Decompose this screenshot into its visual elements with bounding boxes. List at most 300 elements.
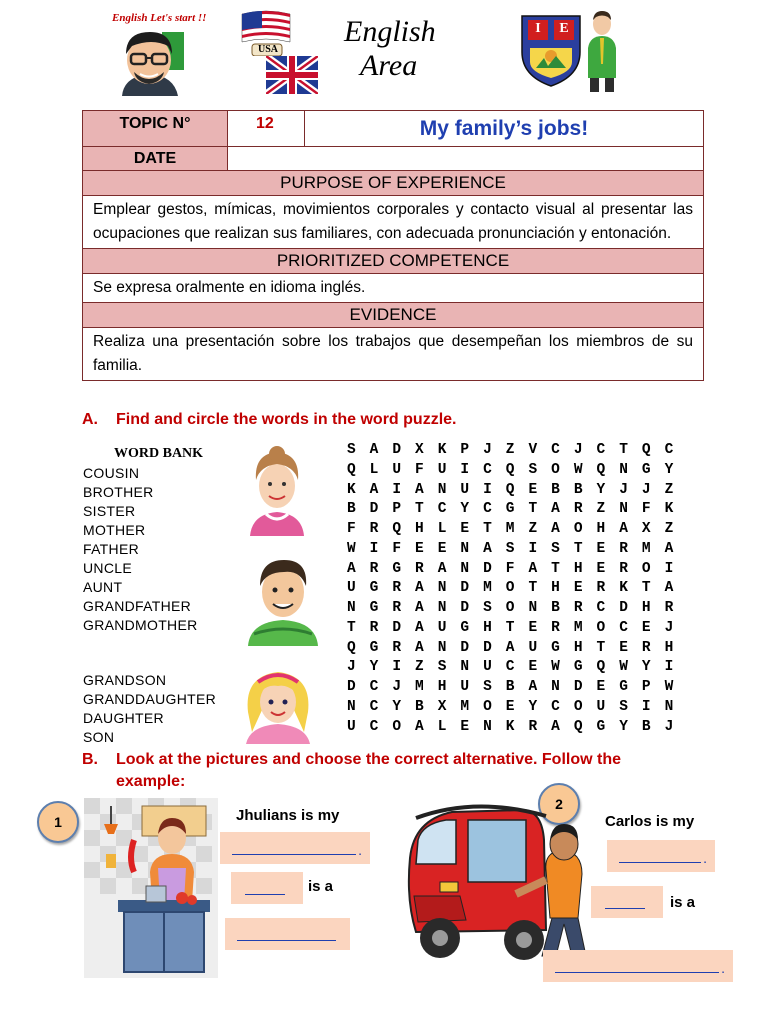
puzzle-letter[interactable]: O — [505, 580, 515, 597]
header-title-line1: English — [344, 15, 436, 48]
puzzle-letter[interactable]: K — [346, 481, 356, 498]
puzzle-letter[interactable]: K — [664, 501, 674, 518]
puzzle-letter[interactable]: Y — [664, 461, 674, 478]
exercise-1-connector: is a — [308, 878, 334, 895]
puzzle-letter[interactable]: B — [573, 481, 583, 498]
puzzle-letter[interactable]: A — [369, 481, 379, 498]
header-title-line2: Area — [360, 49, 418, 82]
puzzle-letter[interactable]: J — [392, 679, 402, 695]
puzzle-letter[interactable]: B — [415, 698, 424, 715]
puzzle-letter[interactable]: O — [392, 718, 402, 735]
puzzle-letter[interactable]: Y — [619, 718, 628, 735]
puzzle-letter[interactable]: A — [483, 540, 492, 557]
puzzle-letter[interactable]: Q — [346, 461, 356, 478]
puzzle-letter[interactable]: P — [392, 501, 402, 518]
puzzle-row — [340, 540, 680, 560]
word-bank-item: GRANDMOTHER — [83, 617, 198, 633]
puzzle-letter[interactable]: T — [641, 580, 651, 597]
puzzle-letter[interactable]: B — [551, 481, 560, 498]
puzzle-letter[interactable]: H — [483, 619, 492, 636]
word-bank-item: UNCLE — [83, 560, 132, 576]
puzzle-letter[interactable]: X — [641, 521, 651, 537]
puzzle-letter[interactable]: W — [664, 679, 674, 695]
puzzle-letter[interactable]: A — [415, 600, 424, 616]
puzzle-letter[interactable]: Q — [505, 481, 515, 498]
topic-number: 12 — [228, 111, 305, 147]
puzzle-letter[interactable]: C — [551, 442, 560, 458]
puzzle-letter[interactable]: U — [346, 580, 356, 597]
puzzle-letter[interactable]: S — [483, 679, 492, 695]
puzzle-row — [340, 481, 680, 501]
puzzle-letter[interactable]: E — [573, 580, 583, 597]
puzzle-letter[interactable]: K — [437, 442, 447, 458]
puzzle-letter[interactable]: R — [369, 560, 379, 577]
puzzle-letter[interactable]: R — [369, 521, 379, 537]
evidence-text: Realiza una presentación sobre los trabajos que desempeñan los miembros de su familia. — [83, 328, 704, 381]
puzzle-letter[interactable]: N — [619, 461, 628, 478]
puzzle-letter[interactable]: Z — [505, 442, 515, 458]
puzzle-row — [340, 718, 680, 738]
word-bank-item: BROTHER — [83, 484, 154, 500]
puzzle-row — [340, 639, 680, 659]
puzzle-letter[interactable]: N — [551, 679, 560, 695]
puzzle-letter[interactable]: H — [573, 560, 583, 577]
puzzle-letter[interactable]: F — [641, 501, 651, 518]
puzzle-letter[interactable]: S — [483, 600, 492, 616]
puzzle-row — [340, 599, 680, 619]
section-b-letter: B. — [82, 751, 98, 768]
puzzle-letter[interactable]: L — [437, 521, 447, 537]
puzzle-letter[interactable]: H — [573, 639, 583, 656]
exercise-2-connector: is a — [670, 894, 696, 911]
puzzle-letter[interactable]: C — [483, 501, 492, 518]
puzzle-letter[interactable]: M — [415, 679, 424, 695]
puzzle-letter[interactable]: G — [641, 461, 651, 478]
puzzle-letter[interactable]: D — [619, 600, 628, 616]
puzzle-letter[interactable]: M — [641, 540, 651, 557]
puzzle-letter[interactable]: H — [415, 521, 424, 537]
competence-text: Se expresa oralmente en idioma inglés. — [83, 274, 704, 303]
puzzle-letter[interactable]: A — [664, 580, 674, 597]
puzzle-letter[interactable]: E — [641, 619, 651, 636]
puzzle-letter[interactable]: V — [528, 442, 538, 458]
puzzle-letter[interactable]: Z — [664, 521, 674, 537]
puzzle-letter[interactable]: A — [664, 540, 674, 557]
puzzle-letter[interactable]: W — [346, 540, 356, 557]
puzzle-letter[interactable]: O — [483, 698, 492, 715]
puzzle-letter[interactable]: C — [596, 600, 606, 616]
puzzle-letter[interactable]: B — [551, 600, 560, 616]
puzzle-letter[interactable]: G — [392, 560, 402, 577]
puzzle-letter[interactable]: N — [528, 600, 538, 616]
puzzle-letter[interactable]: Z — [528, 521, 538, 537]
puzzle-letter[interactable]: X — [415, 442, 424, 458]
puzzle-letter[interactable]: G — [369, 639, 379, 656]
puzzle-letter[interactable]: S — [437, 659, 447, 676]
exercise-1-name-blank[interactable] — [231, 872, 303, 904]
puzzle-letter[interactable]: O — [505, 600, 515, 616]
puzzle-letter[interactable]: G — [460, 619, 470, 636]
puzzle-letter[interactable]: H — [551, 580, 560, 597]
puzzle-letter[interactable]: T — [528, 501, 538, 518]
puzzle-letter[interactable]: S — [619, 698, 628, 715]
puzzle-letter[interactable]: D — [346, 679, 356, 695]
puzzle-letter[interactable]: E — [596, 560, 606, 577]
puzzle-letter[interactable]: A — [551, 718, 560, 735]
puzzle-letter[interactable]: N — [437, 481, 447, 498]
puzzle-letter[interactable]: T — [415, 501, 424, 518]
puzzle-letter[interactable]: N — [437, 600, 447, 616]
grandmother-illustration-icon — [244, 444, 310, 536]
father-illustration-icon — [244, 550, 322, 646]
puzzle-letter[interactable]: I — [392, 659, 402, 676]
puzzle-letter[interactable]: A — [551, 521, 560, 537]
cook-illustration-icon — [84, 798, 218, 978]
puzzle-letter[interactable]: C — [483, 461, 492, 478]
puzzle-letter[interactable]: A — [528, 560, 538, 577]
info-table — [82, 110, 704, 381]
word-puzzle-grid — [340, 441, 680, 737]
puzzle-letter[interactable]: I — [528, 540, 538, 557]
puzzle-letter[interactable]: Y — [392, 698, 402, 715]
puzzle-letter[interactable]: A — [415, 580, 424, 597]
puzzle-letter[interactable]: E — [505, 698, 515, 715]
exercise-2-relationship-blank[interactable]: . — [607, 840, 715, 872]
word-bank-item: GRANDDAUGHTER — [83, 691, 217, 707]
puzzle-letter[interactable]: D — [392, 442, 402, 458]
puzzle-letter[interactable]: J — [346, 659, 356, 676]
puzzle-letter[interactable]: E — [528, 619, 538, 636]
puzzle-letter[interactable]: Q — [346, 639, 356, 656]
puzzle-letter[interactable]: U — [528, 639, 538, 656]
puzzle-letter[interactable]: N — [437, 639, 447, 656]
word-bank-item: SON — [83, 729, 115, 745]
puzzle-letter[interactable]: W — [551, 659, 560, 676]
word-bank-item: GRANDFATHER — [83, 598, 192, 614]
competence-heading: PRIORITIZED COMPETENCE — [83, 249, 704, 274]
puzzle-letter[interactable]: S — [551, 540, 560, 557]
puzzle-letter[interactable]: L — [369, 461, 379, 478]
puzzle-letter[interactable]: N — [346, 600, 356, 616]
puzzle-letter[interactable]: F — [392, 540, 402, 557]
puzzle-letter[interactable]: A — [528, 679, 538, 695]
puzzle-letter[interactable]: M — [460, 698, 470, 715]
puzzle-letter[interactable]: C — [619, 619, 628, 636]
word-bank-item: GRANDSON — [83, 672, 167, 688]
puzzle-letter[interactable]: R — [596, 580, 606, 597]
puzzle-letter[interactable]: R — [392, 600, 402, 616]
exercise-2-prompt: Carlos is my — [605, 813, 695, 830]
word-bank-list — [83, 464, 198, 635]
puzzle-letter[interactable]: U — [392, 461, 402, 478]
puzzle-letter[interactable]: R — [528, 718, 538, 735]
topic-title: My family’s jobs! — [305, 111, 704, 147]
puzzle-letter[interactable]: E — [460, 718, 470, 735]
puzzle-letter[interactable]: Q — [596, 659, 606, 676]
puzzle-letter[interactable]: H — [641, 600, 651, 616]
puzzle-letter[interactable]: O — [573, 698, 583, 715]
puzzle-letter[interactable]: J — [664, 619, 674, 636]
section-b-instruction-line1: Look at the pictures and choose the correct alternative. Follow the — [116, 751, 621, 768]
evidence-heading: EVIDENCE — [83, 303, 704, 328]
puzzle-row — [340, 520, 680, 540]
puzzle-letter[interactable]: I — [369, 540, 379, 557]
puzzle-letter[interactable]: J — [483, 442, 492, 458]
mototaxi-driver-illustration-icon — [396, 800, 592, 966]
puzzle-letter[interactable]: I — [483, 481, 492, 498]
exercise-1-relationship-blank[interactable]: . — [220, 832, 370, 864]
puzzle-letter[interactable]: R — [415, 560, 424, 577]
puzzle-letter[interactable]: T — [619, 442, 628, 458]
puzzle-letter[interactable]: N — [460, 659, 470, 676]
word-bank-heading: WORD BANK — [114, 446, 204, 461]
uk-flag-icon — [266, 56, 318, 94]
section-a-instruction: Find and circle the words in the word puzzle. — [116, 411, 457, 428]
puzzle-letter[interactable]: C — [369, 718, 379, 735]
puzzle-letter[interactable]: E — [460, 521, 470, 537]
puzzle-letter[interactable]: Q — [641, 442, 651, 458]
puzzle-letter[interactable]: Z — [664, 481, 674, 498]
puzzle-letter[interactable]: H — [437, 679, 447, 695]
purpose-heading: PURPOSE OF EXPERIENCE — [83, 171, 704, 196]
puzzle-letter[interactable]: N — [460, 540, 470, 557]
puzzle-letter[interactable]: R — [573, 600, 583, 616]
puzzle-row — [340, 579, 680, 599]
word-bank-item: MOTHER — [83, 522, 146, 538]
puzzle-letter[interactable]: M — [505, 521, 515, 537]
date-label: DATE — [83, 147, 228, 171]
student-avatar-icon — [112, 24, 187, 96]
puzzle-letter[interactable]: U — [483, 659, 492, 676]
puzzle-letter[interactable]: U — [596, 698, 606, 715]
puzzle-letter[interactable]: N — [619, 501, 628, 518]
puzzle-letter[interactable]: U — [346, 718, 356, 735]
puzzle-letter[interactable]: F — [346, 521, 356, 537]
puzzle-letter[interactable]: R — [369, 619, 379, 636]
puzzle-letter[interactable]: B — [346, 501, 356, 518]
puzzle-letter[interactable]: K — [619, 580, 628, 597]
puzzle-row — [340, 619, 680, 639]
puzzle-letter[interactable]: B — [641, 718, 651, 735]
puzzle-letter[interactable]: N — [483, 718, 492, 735]
puzzle-letter[interactable]: J — [641, 481, 651, 498]
puzzle-letter[interactable]: A — [415, 718, 424, 735]
puzzle-row — [340, 698, 680, 718]
puzzle-letter[interactable]: I — [664, 659, 674, 676]
puzzle-letter[interactable]: O — [641, 560, 651, 577]
puzzle-letter[interactable]: B — [505, 679, 515, 695]
puzzle-letter[interactable]: C — [551, 698, 560, 715]
puzzle-letter[interactable]: D — [483, 560, 492, 577]
puzzle-letter[interactable]: E — [528, 481, 538, 498]
word-bank-item: AUNT — [83, 579, 123, 595]
puzzle-letter[interactable]: M — [483, 580, 492, 597]
puzzle-letter[interactable]: D — [483, 639, 492, 656]
puzzle-letter[interactable]: S — [528, 461, 538, 478]
crest-letter-e: E — [559, 21, 569, 36]
puzzle-letter[interactable]: C — [505, 659, 515, 676]
puzzle-letter[interactable]: D — [460, 639, 470, 656]
puzzle-row — [340, 500, 680, 520]
topic-label: TOPIC N° — [83, 111, 228, 147]
word-bank-item: FATHER — [83, 541, 139, 557]
puzzle-letter[interactable]: E — [437, 540, 447, 557]
puzzle-letter[interactable]: T — [505, 619, 515, 636]
puzzle-letter[interactable]: K — [505, 718, 515, 735]
puzzle-letter[interactable]: E — [619, 639, 628, 656]
puzzle-letter[interactable]: E — [415, 540, 424, 557]
puzzle-letter[interactable]: A — [437, 560, 447, 577]
exercise-1-prompt: Jhulians is my — [236, 807, 340, 824]
puzzle-letter[interactable]: E — [596, 679, 606, 695]
puzzle-letter[interactable]: C — [664, 442, 674, 458]
puzzle-letter[interactable]: Z — [415, 659, 424, 676]
exercise-2-number: 2 — [538, 783, 580, 825]
puzzle-letter[interactable]: I — [664, 560, 674, 577]
puzzle-letter[interactable]: G — [619, 679, 628, 695]
exercise-1-number: 1 — [37, 801, 79, 843]
puzzle-letter[interactable]: C — [437, 501, 447, 518]
puzzle-letter[interactable]: Y — [641, 659, 651, 676]
puzzle-letter[interactable]: Y — [528, 698, 538, 715]
puzzle-letter[interactable]: I — [392, 481, 402, 498]
teacher-figure-icon — [582, 8, 622, 92]
puzzle-letter[interactable]: A — [346, 560, 356, 577]
puzzle-letter[interactable]: P — [460, 442, 470, 458]
puzzle-letter[interactable]: C — [369, 698, 379, 715]
exercise-1-job-blank[interactable] — [225, 918, 350, 950]
girl-illustration-icon — [236, 662, 320, 744]
puzzle-letter[interactable]: J — [664, 718, 674, 735]
puzzle-letter[interactable]: R — [573, 501, 583, 518]
puzzle-letter[interactable]: O — [573, 521, 583, 537]
puzzle-letter[interactable]: M — [573, 619, 583, 636]
puzzle-letter[interactable]: D — [573, 679, 583, 695]
puzzle-letter[interactable]: D — [460, 580, 470, 597]
puzzle-letter[interactable]: Y — [596, 481, 606, 498]
puzzle-letter[interactable]: U — [460, 481, 470, 498]
puzzle-row — [340, 441, 680, 461]
puzzle-letter[interactable]: G — [551, 639, 560, 656]
puzzle-letter[interactable]: R — [619, 540, 628, 557]
puzzle-letter[interactable]: T — [346, 619, 356, 636]
word-bank-list-2 — [83, 671, 216, 747]
puzzle-letter[interactable]: G — [369, 580, 379, 597]
puzzle-letter[interactable]: A — [415, 639, 424, 656]
puzzle-letter[interactable]: E — [596, 540, 606, 557]
puzzle-letter[interactable]: F — [415, 461, 424, 478]
puzzle-letter[interactable]: A — [551, 501, 560, 518]
puzzle-letter[interactable]: N — [437, 580, 447, 597]
puzzle-letter[interactable]: D — [369, 501, 379, 518]
section-b-instruction-line2: example: — [116, 773, 186, 790]
puzzle-letter[interactable]: G — [596, 718, 606, 735]
puzzle-letter[interactable]: T — [551, 560, 560, 577]
puzzle-letter[interactable]: C — [596, 442, 606, 458]
puzzle-letter[interactable]: A — [415, 481, 424, 498]
word-bank-item: COUSIN — [83, 465, 140, 481]
puzzle-letter[interactable]: W — [619, 659, 628, 676]
puzzle-letter[interactable]: C — [369, 679, 379, 695]
puzzle-letter[interactable]: R — [392, 580, 402, 597]
puzzle-letter[interactable]: G — [573, 659, 583, 676]
puzzle-letter[interactable]: J — [619, 481, 628, 498]
puzzle-letter[interactable]: U — [437, 461, 447, 478]
puzzle-letter[interactable]: R — [619, 560, 628, 577]
puzzle-letter[interactable]: N — [664, 698, 674, 715]
puzzle-letter[interactable]: T — [596, 639, 606, 656]
puzzle-row — [340, 560, 680, 580]
date-field[interactable] — [228, 147, 704, 171]
puzzle-letter[interactable]: H — [596, 521, 606, 537]
puzzle-letter[interactable]: R — [551, 619, 560, 636]
puzzle-letter[interactable]: G — [369, 600, 379, 616]
puzzle-letter[interactable]: Q — [596, 461, 606, 478]
puzzle-letter[interactable]: P — [641, 679, 651, 695]
puzzle-letter[interactable]: T — [483, 521, 492, 537]
puzzle-letter[interactable]: Y — [460, 501, 470, 518]
puzzle-letter[interactable]: G — [505, 501, 515, 518]
puzzle-letter[interactable]: U — [460, 679, 470, 695]
puzzle-letter[interactable]: R — [641, 639, 651, 656]
puzzle-letter[interactable]: A — [505, 639, 515, 656]
puzzle-letter[interactable]: A — [619, 521, 628, 537]
word-bank-item: SISTER — [83, 503, 136, 519]
puzzle-letter[interactable]: E — [528, 659, 538, 676]
crest-letter-i: I — [535, 21, 541, 36]
puzzle-letter[interactable]: T — [528, 580, 538, 597]
puzzle-letter[interactable]: A — [415, 619, 424, 636]
header-badge: English Let's start !! — [112, 12, 207, 24]
puzzle-letter[interactable]: O — [596, 619, 606, 636]
puzzle-letter[interactable]: T — [573, 540, 583, 557]
exercise-2-name-blank[interactable] — [591, 886, 663, 918]
puzzle-letter[interactable]: S — [346, 442, 356, 458]
puzzle-letter[interactable]: H — [664, 639, 674, 656]
puzzle-letter[interactable]: W — [573, 461, 583, 478]
puzzle-row — [340, 678, 680, 698]
puzzle-letter[interactable]: Z — [596, 501, 606, 518]
header — [0, 0, 768, 100]
puzzle-letter[interactable]: X — [437, 698, 447, 715]
puzzle-letter[interactable]: I — [641, 698, 651, 715]
puzzle-letter[interactable]: N — [460, 560, 470, 577]
puzzle-letter[interactable]: F — [505, 560, 515, 577]
puzzle-letter[interactable]: S — [505, 540, 515, 557]
word-bank-item: DAUGHTER — [83, 710, 164, 726]
puzzle-letter[interactable]: Q — [505, 461, 515, 478]
puzzle-letter[interactable]: D — [460, 600, 470, 616]
puzzle-row — [340, 461, 680, 481]
puzzle-letter[interactable]: Y — [369, 659, 379, 676]
puzzle-letter[interactable]: R — [392, 639, 402, 656]
exercise-2-job-blank[interactable]: . — [543, 950, 733, 982]
puzzle-letter[interactable]: L — [437, 718, 447, 735]
puzzle-letter[interactable]: Q — [392, 521, 402, 537]
puzzle-letter[interactable]: Q — [573, 718, 583, 735]
flag-label: USA — [257, 44, 278, 55]
puzzle-letter[interactable]: U — [437, 619, 447, 636]
puzzle-letter[interactable]: O — [551, 461, 560, 478]
puzzle-letter[interactable]: D — [392, 619, 402, 636]
purpose-text: Emplear gestos, mímicas, movimientos corporales y contacto visual al presentar las ocupaciones que realizan sus familiares, con adecuada pronunciación y entonación. — [83, 196, 704, 249]
puzzle-letter[interactable]: A — [369, 442, 379, 458]
puzzle-letter[interactable]: N — [346, 698, 356, 715]
puzzle-row — [340, 658, 680, 678]
puzzle-letter[interactable]: R — [664, 600, 674, 616]
puzzle-letter[interactable]: I — [460, 461, 470, 478]
puzzle-letter[interactable]: J — [573, 442, 583, 458]
